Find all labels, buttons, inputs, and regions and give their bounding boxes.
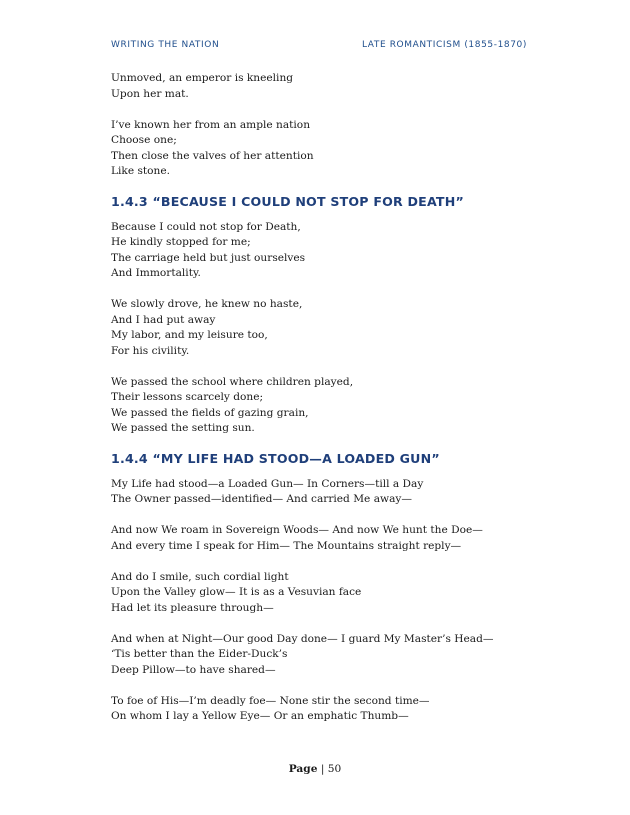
poem-line: We slowly drove, he knew no haste, — [111, 298, 303, 310]
poem-line: The carriage held but just ourselves — [111, 251, 306, 264]
section-heading-1-4-3: 1.4.3 “BECAUSE I COULD NOT STOP FOR DEATH” — [111, 193, 464, 209]
section-heading-1-4-4: 1.4.4 “MY LIFE HAD STOOD—A LOADED GUN” — [111, 450, 440, 466]
poem-stanza — [111, 477, 531, 508]
poem-line: For his civility. — [111, 344, 190, 357]
poem-line: Like stone. — [111, 165, 171, 177]
poem-line: Because I could not stop for Death, — [111, 220, 301, 233]
page-number-footer — [0, 763, 630, 775]
poem-line: And now We roam in Sovereign Woods— And now We hunt the Doe— — [111, 524, 483, 536]
running-header-book-title: WRITING THE NATION — [111, 40, 220, 50]
poem-stanza — [111, 71, 531, 102]
poem-stanza — [111, 375, 531, 437]
running-header-chapter-title: LATE ROMANTICISM (1855-1870) — [361, 40, 527, 50]
poem-line: And every time I speak for Him— The Mountains straight reply— — [111, 539, 462, 552]
poem-line: Upon her mat. — [111, 87, 189, 100]
poem-stanza — [111, 220, 531, 282]
poem-stanza — [111, 694, 531, 725]
poem-line: On whom I lay a Yellow Eye— Or an emphatic Thumb— — [111, 710, 409, 722]
poem-line: ‘Tis better than the Eider-Duck’s — [111, 648, 288, 660]
page-separator: | — [317, 763, 328, 775]
page-label: Page — [288, 763, 318, 775]
poem-line: I’ve known her from an ample nation — [111, 118, 311, 131]
running-header — [111, 40, 527, 50]
page-body — [111, 71, 531, 725]
poem-line: We passed the school where children played, — [111, 375, 354, 388]
poem-line: Had let its pleasure through— — [111, 601, 274, 614]
poem-line: Upon the Valley glow— It is as a Vesuvian face — [111, 586, 362, 598]
poem-line: Deep Pillow—to have shared— — [111, 663, 276, 676]
poem-line: And when at Night—Our good Day done— I guard My Master’s Head— — [111, 632, 494, 645]
poem-stanza — [111, 570, 531, 617]
poem-line: Then close the valves of her attention — [111, 149, 314, 162]
page-number: 50 — [327, 763, 342, 775]
poem-line: Choose one; — [111, 134, 177, 146]
poem-line: And do I smile, such cordial light — [111, 570, 289, 583]
poem-stanza — [111, 632, 531, 679]
poem-line: Unmoved, an emperor is kneeling — [111, 72, 294, 84]
poem-line: My labor, and my leisure too, — [111, 329, 268, 341]
poem-line: We passed the setting sun. — [111, 422, 255, 434]
poem-stanza — [111, 523, 531, 554]
poem-line: And Immortality. — [111, 267, 201, 279]
poem-line: To foe of His—I’m deadly foe— None stir the second time— — [111, 694, 430, 707]
poem-stanza — [111, 118, 531, 180]
poem-line: We passed the fields of gazing grain, — [111, 406, 309, 419]
poem-line: My Life had stood—a Loaded Gun— In Corners—till a Day — [111, 477, 424, 490]
poem-line: Their lessons scarcely done; — [111, 391, 264, 403]
poem-stanza — [111, 297, 531, 359]
poem-line: He kindly stopped for me; — [111, 236, 251, 248]
poem-line: The Owner passed—identified— And carried Me away— — [111, 493, 412, 505]
poem-line: And I had put away — [111, 313, 216, 326]
